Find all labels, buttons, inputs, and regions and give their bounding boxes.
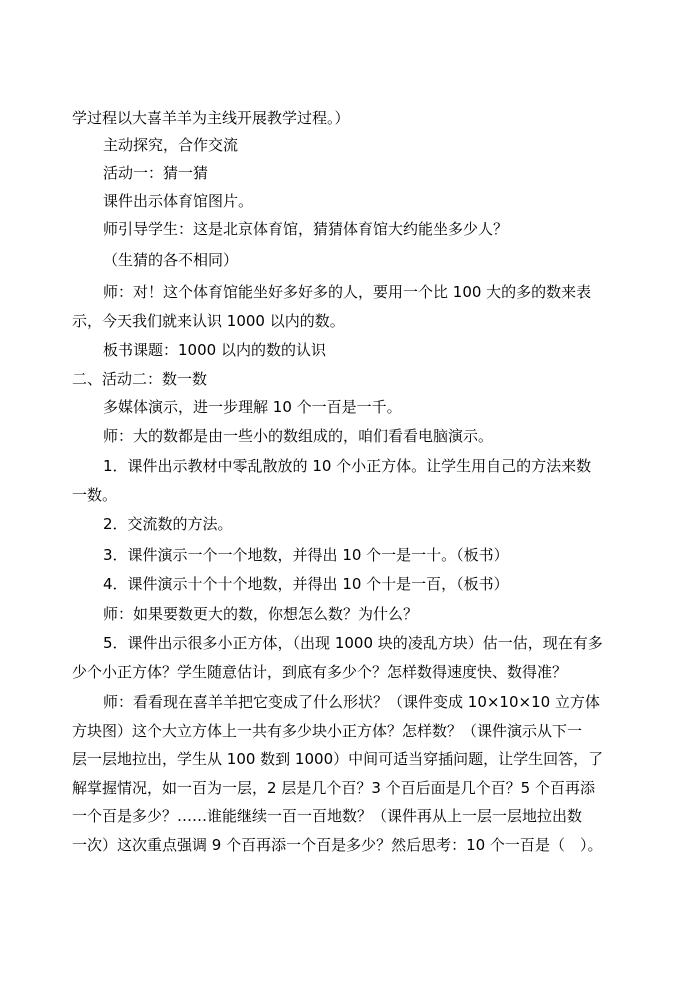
list-item-1: 1．课件出示教材中零乱散放的 10 个小正方体。让学生用自己的方法来数 bbox=[103, 457, 592, 475]
activity-two-heading: 二、活动二：数一数 bbox=[72, 370, 208, 388]
list-item-2: 2．交流数的方法。 bbox=[103, 515, 233, 533]
text-line: 示，今天我们就来认识 1000 以内的数。 bbox=[72, 312, 345, 330]
text-line: 一个百是多少？……谁能继续一百一百地数？（课件再从上一层一层地拉出数 bbox=[72, 807, 583, 825]
text-line: 一次）这次重点强调 9 个百再添一个百是多少？然后思考：10 个一百是（ ）。 bbox=[72, 836, 603, 854]
text-line: 一数。 bbox=[72, 486, 118, 504]
text-line: 少个小正方体？学生随意估计，到底有多少个？怎样数得速度快、数得准？ bbox=[72, 663, 568, 681]
activity-one-heading: 活动一：猜一猜 bbox=[103, 164, 209, 182]
list-item-5: 5．课件出示很多小正方体，（出现 1000 块的凌乱方块）估一估，现在有多 bbox=[103, 634, 603, 652]
text-line: 方块图）这个大立方体上一共有多少块小正方体？怎样数？（课件演示从下一 bbox=[72, 722, 583, 740]
text-line: 多媒体演示，进一步理解 10 个一百是一千。 bbox=[103, 398, 402, 416]
text-line: 师：看看现在喜羊羊把它变成了什么形状？（课件变成 10×10×10 立方体 bbox=[103, 693, 600, 711]
text-line: 课件出示体育馆图片。 bbox=[103, 192, 254, 210]
text-line: （生猜的各不相同） bbox=[103, 251, 239, 269]
text-line: 师：对！这个体育馆能坐好多好多的人，要用一个比 100 大的多的数来表 bbox=[103, 283, 592, 301]
lesson-title-line: 板书课题：1000 以内的数的认识 bbox=[103, 341, 326, 359]
text-line: 师引导学生：这是北京体育馆，猜猜体育馆大约能坐多少人？ bbox=[103, 220, 509, 238]
section-heading-explore: 主动探究，合作交流 bbox=[103, 136, 239, 154]
text-line: 层一层地拉出，学生从 100 数到 1000）中间可适当穿插问题，让学生回答，了 bbox=[72, 750, 604, 768]
text-line: 解掌握情况，如一百为一层，2 层是几个百？3 个百后面是几个百？5 个百再添 bbox=[72, 779, 595, 797]
list-item-3: 3．课件演示一个一个地数，并得出 10 个一是一十。（板书） bbox=[103, 546, 509, 564]
text-line-continuation: 学过程以大喜羊羊为主线开展教学过程。） bbox=[72, 109, 350, 127]
list-item-4: 4．课件演示十个十个地数，并得出 10 个十是一百，（板书） bbox=[103, 575, 509, 593]
text-line: 师：大的数都是由一些小的数组成的，咱们看看电脑演示。 bbox=[103, 427, 494, 445]
text-line: 师：如果要数更大的数，你想怎么数？为什么？ bbox=[103, 605, 419, 623]
